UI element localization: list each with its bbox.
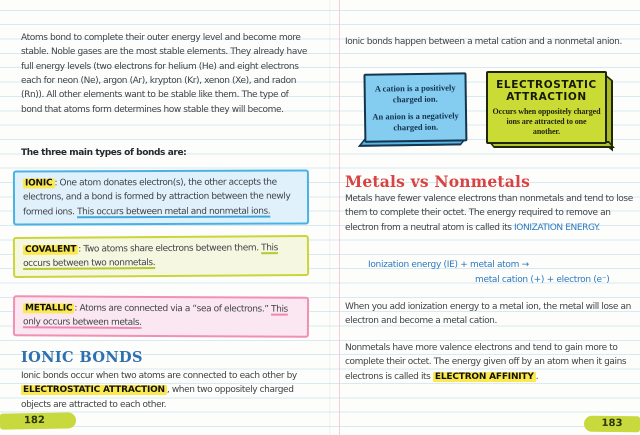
- anion-pre: An: [372, 111, 386, 122]
- metallic-definition-text: : Atoms are connected via a “sea of electrons.”: [74, 303, 272, 315]
- metals-text: Metals have fewer valence electrons than nonmetals and tend to lose them to complete their octet. The energy required to remove an electron from a neutral atom is called its: [345, 194, 633, 233]
- intro-paragraph: Atoms bond to complete their outer energy level and become more stable. Noble gases are the most stable elements. They already have full energy levels (two electrons for helium (He) and eight electrons each for neon (Ne), argon (Ar), krypton (Kr), xenon (Xe), and radon (Rn)). All other elements want to be stable like them. The type of bond that atoms form determines how stable they will become.: [21, 33, 308, 115]
- cation-word: cation: [382, 83, 405, 94]
- attraction-card-face: [486, 71, 607, 144]
- anion-definition: [369, 110, 462, 132]
- covalent-underlined-text: This occurs between two nonmetals.: [23, 243, 278, 270]
- electron-affinity-paragraph: [345, 341, 635, 384]
- cation-pre: A: [374, 83, 383, 94]
- ionization-equation: [368, 258, 638, 287]
- covalent-term-highlight: COVALENT: [24, 244, 77, 255]
- ionic-bonds-paragraph: [21, 369, 313, 412]
- cation-post: is a positively charged ion.: [392, 82, 456, 104]
- metallic-definition-box: [13, 295, 309, 337]
- ionic-bonds-text-before: Ionic bonds occur when two atoms are connected to each other by: [21, 371, 297, 381]
- equation-line-2: metal cation (+) + electron (e⁻): [475, 274, 610, 285]
- notebook-margin-line: [339, 0, 340, 435]
- cation-anion-card: [359, 71, 472, 153]
- covalent-definition-text: : Two atoms share electrons between them.: [78, 243, 262, 255]
- metal-cation-paragraph: When you add ionization energy to a metal ion, the metal will lose an electron and become a metal cation.: [345, 302, 631, 327]
- metals-vs-nonmetals-heading: Metals vs Nonmetals: [345, 172, 531, 191]
- electrostatic-attraction-card: [484, 70, 620, 154]
- ionic-definition-box: [13, 169, 309, 225]
- page-number-tab-right: [584, 416, 640, 433]
- metals-paragraph: [345, 192, 633, 235]
- ionic-bonds-heading: IONIC BONDS: [21, 349, 143, 366]
- bond-types-intro: The three main types of bonds are:: [21, 148, 187, 158]
- ionic-underlined-text: This occurs between metal and nonmetal ions.: [77, 206, 271, 217]
- ionic-definition-text: : One atom donates electron(s), the other accepts the electrons, and a bond is formed by attraction between the newly formed ions.: [22, 177, 291, 218]
- attraction-card-title-line2: ATTRACTION: [506, 91, 587, 103]
- anion-post: is a negatively charged ion.: [393, 110, 459, 132]
- ionic-term-highlight: IONIC: [24, 178, 53, 189]
- metallic-underlined-text: This only occurs between metals.: [22, 304, 288, 329]
- page-number-182: 182: [23, 414, 45, 427]
- ionic-bonds-text-after: , when two oppositely charged objects are attracted to each other.: [21, 385, 294, 410]
- anion-word: anion: [385, 111, 406, 122]
- cation-anion-card-face: [363, 72, 467, 142]
- page-number-tab-left: [0, 412, 76, 429]
- electron-affinity-highlight: ELECTRON AFFINITY: [434, 371, 534, 382]
- page-gutter-divider: [329, 0, 331, 435]
- cation-definition: [369, 82, 462, 104]
- attraction-card-title-line1: ELECTROSTATIC: [496, 78, 597, 91]
- affinity-text-before: Nonmetals have more valence electrons and tend to gain more to complete their octet. The energy given off by an atom when it gains electrons is called its: [345, 343, 627, 382]
- affinity-text-after: .: [535, 371, 539, 382]
- electrostatic-attraction-highlight: ELECTROSTATIC ATTRACTION: [23, 385, 165, 396]
- right-top-paragraph: Ionic bonds happen between a metal cation and a nonmetal anion.: [345, 37, 622, 47]
- metallic-term-highlight: METALLIC: [25, 303, 73, 314]
- covalent-definition-box: [13, 235, 309, 278]
- page-number-183: 183: [601, 417, 623, 430]
- equation-line-1: Ionization energy (IE) + metal atom →: [368, 260, 529, 270]
- ionization-energy-term: IONIZATION ENERGY.: [514, 222, 600, 233]
- attraction-card-body: Occurs when oppositely charged ions are attracted to one another.: [492, 106, 601, 136]
